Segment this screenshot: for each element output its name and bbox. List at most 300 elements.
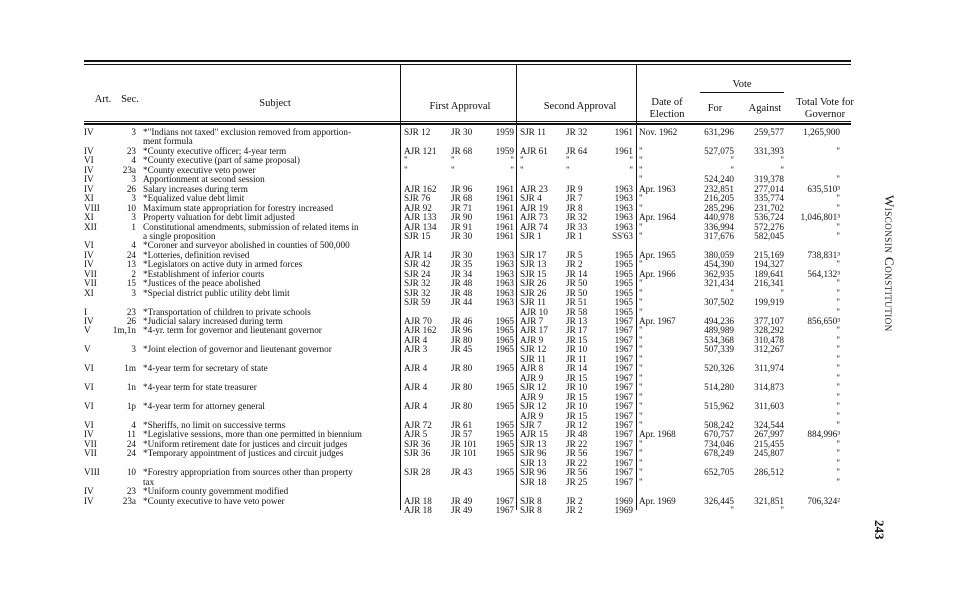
row-18-date: " (639, 297, 643, 308)
row-16-f1: SJR 32 (404, 278, 431, 289)
row-40-s1: SJR 8 (520, 505, 542, 515)
row-32-total: 884,996³ (807, 429, 840, 440)
row-36-total: " (836, 467, 840, 478)
row-9-s2: JR 32 (566, 212, 588, 223)
row-33-f2: JR 101 (451, 438, 477, 449)
row-39-vag: 321,851 (754, 495, 784, 506)
row-2-vag: 331,393 (754, 145, 784, 156)
row-23-vag: 312,267 (754, 344, 784, 355)
row-5-vfor: 524,240 (704, 174, 734, 185)
row-21-s3: 1967 (614, 325, 633, 336)
row-17-date: " (639, 287, 643, 298)
row-23-s3: 1967 (614, 344, 633, 355)
row-7-art: XI (84, 193, 94, 204)
header-rule-thick (84, 123, 851, 125)
row-25-f2: JR 80 (451, 363, 473, 374)
row-10-vag: 572,276 (754, 221, 784, 232)
row-16-art: VII (84, 278, 97, 289)
row-8-f3: 1961 (495, 202, 514, 213)
row-29-date: " (639, 401, 643, 411)
row-18-s1: SJR 11 (520, 297, 546, 308)
row-0-f2: JR 30 (451, 127, 473, 137)
row-16-s3: 1965 (614, 278, 633, 289)
row-33-sec: 24 (126, 438, 136, 449)
row-21-f1: AJR 162 (404, 325, 437, 336)
row-37-s2: JR 25 (566, 476, 588, 487)
row-15-vag: 189,641 (754, 268, 784, 279)
header-second-approval: Second Approval (543, 101, 617, 112)
row-14-vfor: 454,390 (704, 259, 734, 270)
row-20-f2: JR 46 (451, 316, 473, 326)
row-23-f3: 1965 (495, 344, 514, 355)
row-12-art: VI (84, 240, 94, 251)
row-20-subj: *Judicial salary increased during term (143, 316, 283, 326)
row-15-f3: 1963 (495, 268, 514, 279)
row-14-subj: *Legislators on active duty in armed forces (143, 259, 303, 270)
row-24-s2: JR 11 (566, 353, 587, 364)
row-16-total: " (836, 278, 840, 289)
row-33-vfor: 734,046 (704, 438, 734, 449)
row-0-vfor: 631,296 (704, 127, 734, 137)
row-25-total: " (836, 363, 840, 374)
row-17-s3: 1965 (614, 287, 633, 298)
row-28-s2: JR 15 (566, 391, 588, 402)
row-22-total: " (836, 334, 840, 345)
row-2-art: IV (84, 145, 94, 156)
row-8-date: " (639, 202, 643, 213)
row-13-s2: JR 5 (566, 249, 583, 260)
row-10-date: " (639, 221, 643, 232)
row-6-subj: Salary increases during term (143, 183, 248, 194)
row-32-art: IV (84, 429, 94, 440)
header-for: For (707, 103, 723, 114)
row-11-subj: a single proposition (143, 230, 216, 241)
row-16-vfor: 321,434 (704, 278, 734, 289)
row-33-s1: SJR 13 (520, 438, 547, 449)
row-11-f3: 1961 (495, 230, 514, 241)
row-29-f2: JR 80 (451, 401, 473, 411)
row-13-s3: 1965 (614, 249, 633, 260)
row-40-f3: 1967 (495, 505, 514, 515)
row-7-f2: JR 68 (451, 193, 473, 204)
col-divider-second (636, 64, 637, 510)
row-14-f2: JR 35 (451, 259, 473, 270)
row-19-subj: *Transportation of children to private schools (143, 306, 311, 317)
row-14-s2: JR 2 (566, 259, 583, 270)
top-rule-thick (84, 60, 851, 62)
row-18-s2: JR 51 (566, 297, 588, 308)
row-7-vag: 335,774 (754, 193, 784, 204)
row-36-vfor: 652,705 (704, 467, 734, 478)
row-15-subj: *Establishment of inferior courts (143, 268, 265, 279)
row-14-date: " (639, 259, 643, 270)
row-25-date: " (639, 363, 643, 374)
row-15-s1: SJR 15 (520, 268, 547, 279)
row-25-vfor: 520,326 (704, 363, 734, 374)
row-7-sec: 3 (131, 193, 136, 204)
row-29-subj: *4-year term for attorney general (143, 401, 265, 411)
row-39-s3: 1969 (614, 495, 633, 506)
row-31-f1: AJR 72 (404, 419, 432, 430)
row-40-f2: JR 49 (451, 505, 473, 515)
row-2-vfor: 527,075 (704, 145, 734, 156)
row-36-vag: 286,512 (754, 467, 784, 478)
row-2-total: " (836, 145, 840, 156)
row-16-date: " (639, 278, 643, 289)
row-22-f1: AJR 4 (404, 334, 428, 345)
row-3-f2: " (451, 155, 455, 166)
row-21-sec: 1m,1n (112, 325, 136, 336)
row-17-art: XI (84, 287, 94, 298)
row-16-f2: JR 48 (451, 278, 473, 289)
row-3-vfor: " (730, 155, 734, 166)
header-art: Art. (94, 94, 112, 105)
row-9-f2: JR 90 (451, 212, 473, 223)
row-16-s1: SJR 26 (520, 278, 547, 289)
row-29-vfor: 515,962 (704, 401, 734, 411)
row-9-f3: 1961 (495, 212, 514, 223)
row-9-date: Apr. 1964 (639, 212, 676, 223)
row-7-vfor: 216,205 (704, 193, 734, 204)
row-0-s1: SJR 11 (520, 127, 546, 137)
row-29-f3: 1965 (495, 401, 514, 411)
row-34-s3: 1967 (614, 448, 633, 459)
row-7-date: " (639, 193, 643, 204)
row-32-vag: 267,997 (754, 429, 784, 440)
row-15-total: 564,132³ (807, 268, 840, 279)
vote-rule (700, 92, 784, 93)
row-9-vfor: 440,978 (704, 212, 734, 223)
header-sec: Sec. (121, 94, 139, 105)
row-34-date: " (639, 448, 643, 459)
row-13-f1: AJR 14 (404, 249, 432, 260)
row-8-total: " (836, 202, 840, 213)
row-13-vfor: 380,059 (704, 249, 734, 260)
row-27-art: VI (84, 382, 94, 393)
row-27-s2: JR 10 (566, 382, 588, 393)
row-35-total: " (836, 457, 840, 468)
row-17-subj: *Special district public utility debt limit (143, 287, 290, 298)
row-28-date: " (639, 391, 643, 402)
row-38-subj: *Uniform county government modified (143, 486, 289, 497)
row-18-s3: 1965 (614, 297, 633, 308)
row-33-subj: *Uniform retirement date for justices and circuit judges (143, 438, 348, 449)
row-25-art: VI (84, 363, 94, 374)
row-23-f2: JR 45 (451, 344, 473, 355)
row-16-sec: 15 (126, 278, 136, 289)
row-6-s1: AJR 23 (520, 183, 548, 194)
row-29-s1: SJR 12 (520, 401, 547, 411)
row-22-vag: 310,478 (754, 334, 784, 345)
row-9-s3: 1963 (614, 212, 633, 223)
row-31-vag: 324,544 (754, 419, 784, 430)
row-18-f2: JR 44 (451, 297, 473, 308)
row-34-s2: JR 56 (566, 448, 588, 459)
header-first-approval: First Approval (429, 101, 491, 112)
row-17-s1: SJR 26 (520, 287, 547, 298)
row-20-f3: 1965 (495, 316, 514, 326)
row-3-subj: *County executive (part of same proposal) (143, 155, 300, 166)
row-11-total: " (836, 230, 840, 241)
row-15-f1: SJR 24 (404, 268, 431, 279)
row-13-s1: SJR 17 (520, 249, 547, 260)
row-29-s2: JR 10 (566, 401, 588, 411)
row-38-art: IV (84, 486, 94, 497)
row-8-f1: AJR 92 (404, 202, 432, 213)
row-31-art: VI (84, 419, 94, 430)
row-34-sec: 24 (126, 448, 136, 459)
row-22-f2: JR 80 (451, 334, 473, 345)
row-27-f2: JR 80 (451, 382, 473, 393)
row-17-sec: 3 (131, 287, 136, 298)
row-9-sec: 3 (131, 212, 136, 223)
row-23-date: " (639, 344, 643, 355)
row-33-f3: 1965 (495, 438, 514, 449)
row-7-s1: SJR 4 (520, 193, 542, 204)
row-27-f3: 1965 (495, 382, 514, 393)
row-29-s3: 1967 (614, 401, 633, 411)
row-10-art: XII (84, 221, 97, 232)
row-18-f1: SJR 59 (404, 297, 431, 308)
row-2-s1: AJR 61 (520, 145, 548, 156)
row-6-total: 635,510³ (807, 183, 840, 194)
row-37-s3: 1967 (614, 476, 633, 487)
row-13-date: Apr. 1965 (639, 249, 676, 260)
row-27-f1: AJR 4 (404, 382, 428, 393)
row-0-s3: 1961 (614, 127, 633, 137)
row-20-s2: JR 13 (566, 316, 588, 326)
row-34-vag: 245,807 (754, 448, 784, 459)
row-29-f1: AJR 4 (404, 401, 428, 411)
row-39-f3: 1967 (495, 495, 514, 506)
row-23-sec: 3 (131, 344, 136, 355)
row-30-total: " (836, 410, 840, 421)
row-15-vfor: 362,935 (704, 268, 734, 279)
row-30-s1: AJR 9 (520, 410, 544, 421)
row-5-sec: 3 (131, 174, 136, 185)
row-13-total: 738,831³ (807, 249, 840, 260)
row-23-s2: JR 10 (566, 344, 588, 355)
row-25-subj: *4-year term for secretary of state (143, 363, 268, 374)
row-31-s3: 1967 (614, 419, 633, 430)
row-28-total: " (836, 391, 840, 402)
row-14-s3: 1965 (614, 259, 633, 270)
row-26-s2: JR 15 (566, 372, 588, 383)
row-19-s3: 1965 (614, 306, 633, 317)
row-11-s3: SS'63 (611, 230, 633, 241)
row-6-f3: 1961 (495, 183, 514, 194)
row-20-f1: AJR 70 (404, 316, 432, 326)
row-17-vfor: " (730, 287, 734, 298)
row-2-s2: JR 64 (566, 145, 588, 156)
row-13-art: IV (84, 249, 94, 260)
row-2-f3: 1959 (495, 145, 514, 156)
row-31-sec: 4 (131, 419, 136, 430)
row-15-s2: JR 14 (566, 268, 588, 279)
row-26-date: " (639, 372, 643, 383)
row-11-s2: JR 1 (566, 230, 583, 241)
row-31-vfor: 508,242 (704, 419, 734, 430)
row-34-f2: JR 101 (451, 448, 477, 459)
row-16-f3: 1963 (495, 278, 514, 289)
row-6-f1: AJR 162 (404, 183, 437, 194)
row-3-s2: " (566, 155, 570, 166)
row-4-s1: " (520, 164, 524, 175)
row-13-subj: *Lotteries, definition revised (143, 249, 250, 260)
row-4-vag: " (780, 164, 784, 175)
row-36-art: VIII (84, 467, 100, 478)
row-8-subj: Maximum state appropriation for forestry increased (143, 202, 334, 213)
row-23-s1: SJR 12 (520, 344, 547, 355)
row-19-s1: AJR 10 (520, 306, 548, 317)
row-36-s3: 1967 (614, 467, 633, 478)
row-33-s2: JR 22 (566, 438, 588, 449)
row-7-s3: 1963 (614, 193, 633, 204)
row-12-sec: 4 (131, 240, 136, 251)
row-31-subj: *Sheriffs, no limit on successive terms (143, 419, 286, 430)
row-2-subj: *County executive officer; 4-year term (143, 145, 287, 156)
row-11-f2: JR 30 (451, 230, 473, 241)
row-39-s2: JR 2 (566, 495, 583, 506)
row-34-art: VII (84, 448, 97, 459)
row-31-f3: 1965 (495, 419, 514, 430)
row-32-subj: *Legislative sessions, more than one permitted in biennium (143, 429, 362, 440)
row-10-f2: JR 91 (451, 221, 473, 232)
row-3-f3: " (510, 155, 514, 166)
row-34-subj: *Temporary appointment of justices and circuit judges (143, 448, 344, 459)
row-21-f2: JR 96 (451, 325, 473, 336)
row-17-total: " (836, 287, 840, 298)
row-17-f2: JR 48 (451, 287, 473, 298)
row-35-date: " (639, 457, 643, 468)
row-32-f1: AJR 5 (404, 429, 428, 440)
row-15-art: VII (84, 268, 97, 279)
row-21-s2: JR 17 (566, 325, 588, 336)
row-36-f3: 1965 (495, 467, 514, 478)
row-6-sec: 26 (126, 183, 136, 194)
row-40-f1: AJR 18 (404, 505, 432, 515)
row-4-art: IV (84, 164, 94, 175)
row-26-total: " (836, 372, 840, 383)
row-30-s3: 1967 (614, 410, 633, 421)
row-12-subj: *Coroner and surveyor abolished in counties of 500,000 (143, 240, 350, 251)
header-date-of-election: Date of Election (649, 97, 685, 120)
row-21-date: " (639, 325, 643, 336)
header-vote: Vote (732, 79, 752, 90)
row-10-sec: 1 (131, 221, 136, 232)
row-24-s3: 1967 (614, 353, 633, 364)
row-30-s2: JR 15 (566, 410, 588, 421)
row-5-vag: 319,378 (754, 174, 784, 185)
row-0-f1: SJR 12 (404, 127, 431, 137)
row-33-art: VII (84, 438, 97, 449)
row-4-s2: " (566, 164, 570, 175)
row-35-s2: JR 22 (566, 457, 588, 468)
row-8-s2: JR 8 (566, 202, 583, 213)
row-13-f3: 1963 (495, 249, 514, 260)
row-9-subj: Property valuation for debt limit adjusted (143, 212, 295, 223)
row-13-sec: 24 (126, 249, 136, 260)
row-22-vfor: 534,368 (704, 334, 734, 345)
row-16-s2: JR 50 (566, 278, 588, 289)
row-16-subj: *Justices of the peace abolished (143, 278, 261, 289)
col-divider-first (516, 64, 517, 510)
row-8-s1: AJR 19 (520, 202, 548, 213)
row-27-s3: 1967 (614, 382, 633, 393)
row-23-f1: AJR 3 (404, 344, 428, 355)
row-2-date: " (639, 145, 643, 156)
row-6-f2: JR 96 (451, 183, 473, 194)
row-22-date: " (639, 334, 643, 345)
row-11-f1: SJR 15 (404, 230, 431, 241)
row-22-s1: AJR 9 (520, 334, 544, 345)
row-36-f2: JR 43 (451, 467, 473, 478)
row-33-s3: 1967 (614, 438, 633, 449)
row-21-vfor: 489,989 (704, 325, 734, 336)
row-40-vfor: " (730, 505, 734, 515)
row-15-f2: JR 34 (451, 268, 473, 279)
row-20-date: Apr. 1967 (639, 316, 676, 326)
row-29-total: " (836, 401, 840, 411)
row-1-subj: ment formula (143, 136, 193, 147)
row-3-date: " (639, 155, 643, 166)
row-3-vag: " (780, 155, 784, 166)
row-20-s1: AJR 7 (520, 316, 544, 326)
row-4-f1: " (404, 164, 408, 175)
row-8-art: VIII (84, 202, 100, 213)
row-15-s3: 1965 (614, 268, 633, 279)
row-19-total: " (836, 306, 840, 317)
row-20-s3: 1967 (614, 316, 633, 326)
row-9-total: 1,046,801³ (800, 212, 840, 223)
row-14-vag: 194,327 (754, 259, 784, 270)
row-10-f1: AJR 134 (404, 221, 437, 232)
row-3-sec: 4 (131, 155, 136, 166)
row-37-total: " (836, 476, 840, 487)
row-21-s1: AJR 17 (520, 325, 548, 336)
row-17-vag: " (780, 287, 784, 298)
row-25-f3: 1965 (495, 363, 514, 374)
row-36-s2: JR 56 (566, 467, 588, 478)
running-title: Wisconsin Constitution (882, 195, 897, 332)
row-0-art: IV (84, 127, 94, 137)
row-11-vfor: 317,676 (704, 230, 734, 241)
row-25-vag: 311,974 (754, 363, 784, 374)
row-6-vag: 277,014 (754, 183, 784, 194)
header-subject: Subject (259, 98, 291, 109)
row-30-date: " (639, 410, 643, 421)
row-11-date: " (639, 230, 643, 241)
row-0-total: 1,265,900 (803, 127, 840, 137)
row-10-s3: 1963 (614, 221, 633, 232)
row-22-s3: 1967 (614, 334, 633, 345)
row-5-total: " (836, 174, 840, 185)
row-5-date: " (639, 174, 643, 185)
row-25-sec: 1m (124, 363, 136, 374)
row-17-f1: SJR 32 (404, 287, 431, 298)
row-7-f1: SJR 76 (404, 193, 431, 204)
row-15-date: Apr. 1966 (639, 268, 676, 279)
row-39-s1: SJR 8 (520, 495, 542, 506)
row-14-f1: SJR 42 (404, 259, 431, 270)
row-22-s2: JR 15 (566, 334, 588, 345)
row-25-f1: AJR 4 (404, 363, 428, 374)
row-39-f1: AJR 18 (404, 495, 432, 506)
row-6-s3: 1963 (614, 183, 633, 194)
row-19-sec: 23 (126, 306, 136, 317)
row-7-s2: JR 7 (566, 193, 583, 204)
row-9-s1: AJR 73 (520, 212, 548, 223)
